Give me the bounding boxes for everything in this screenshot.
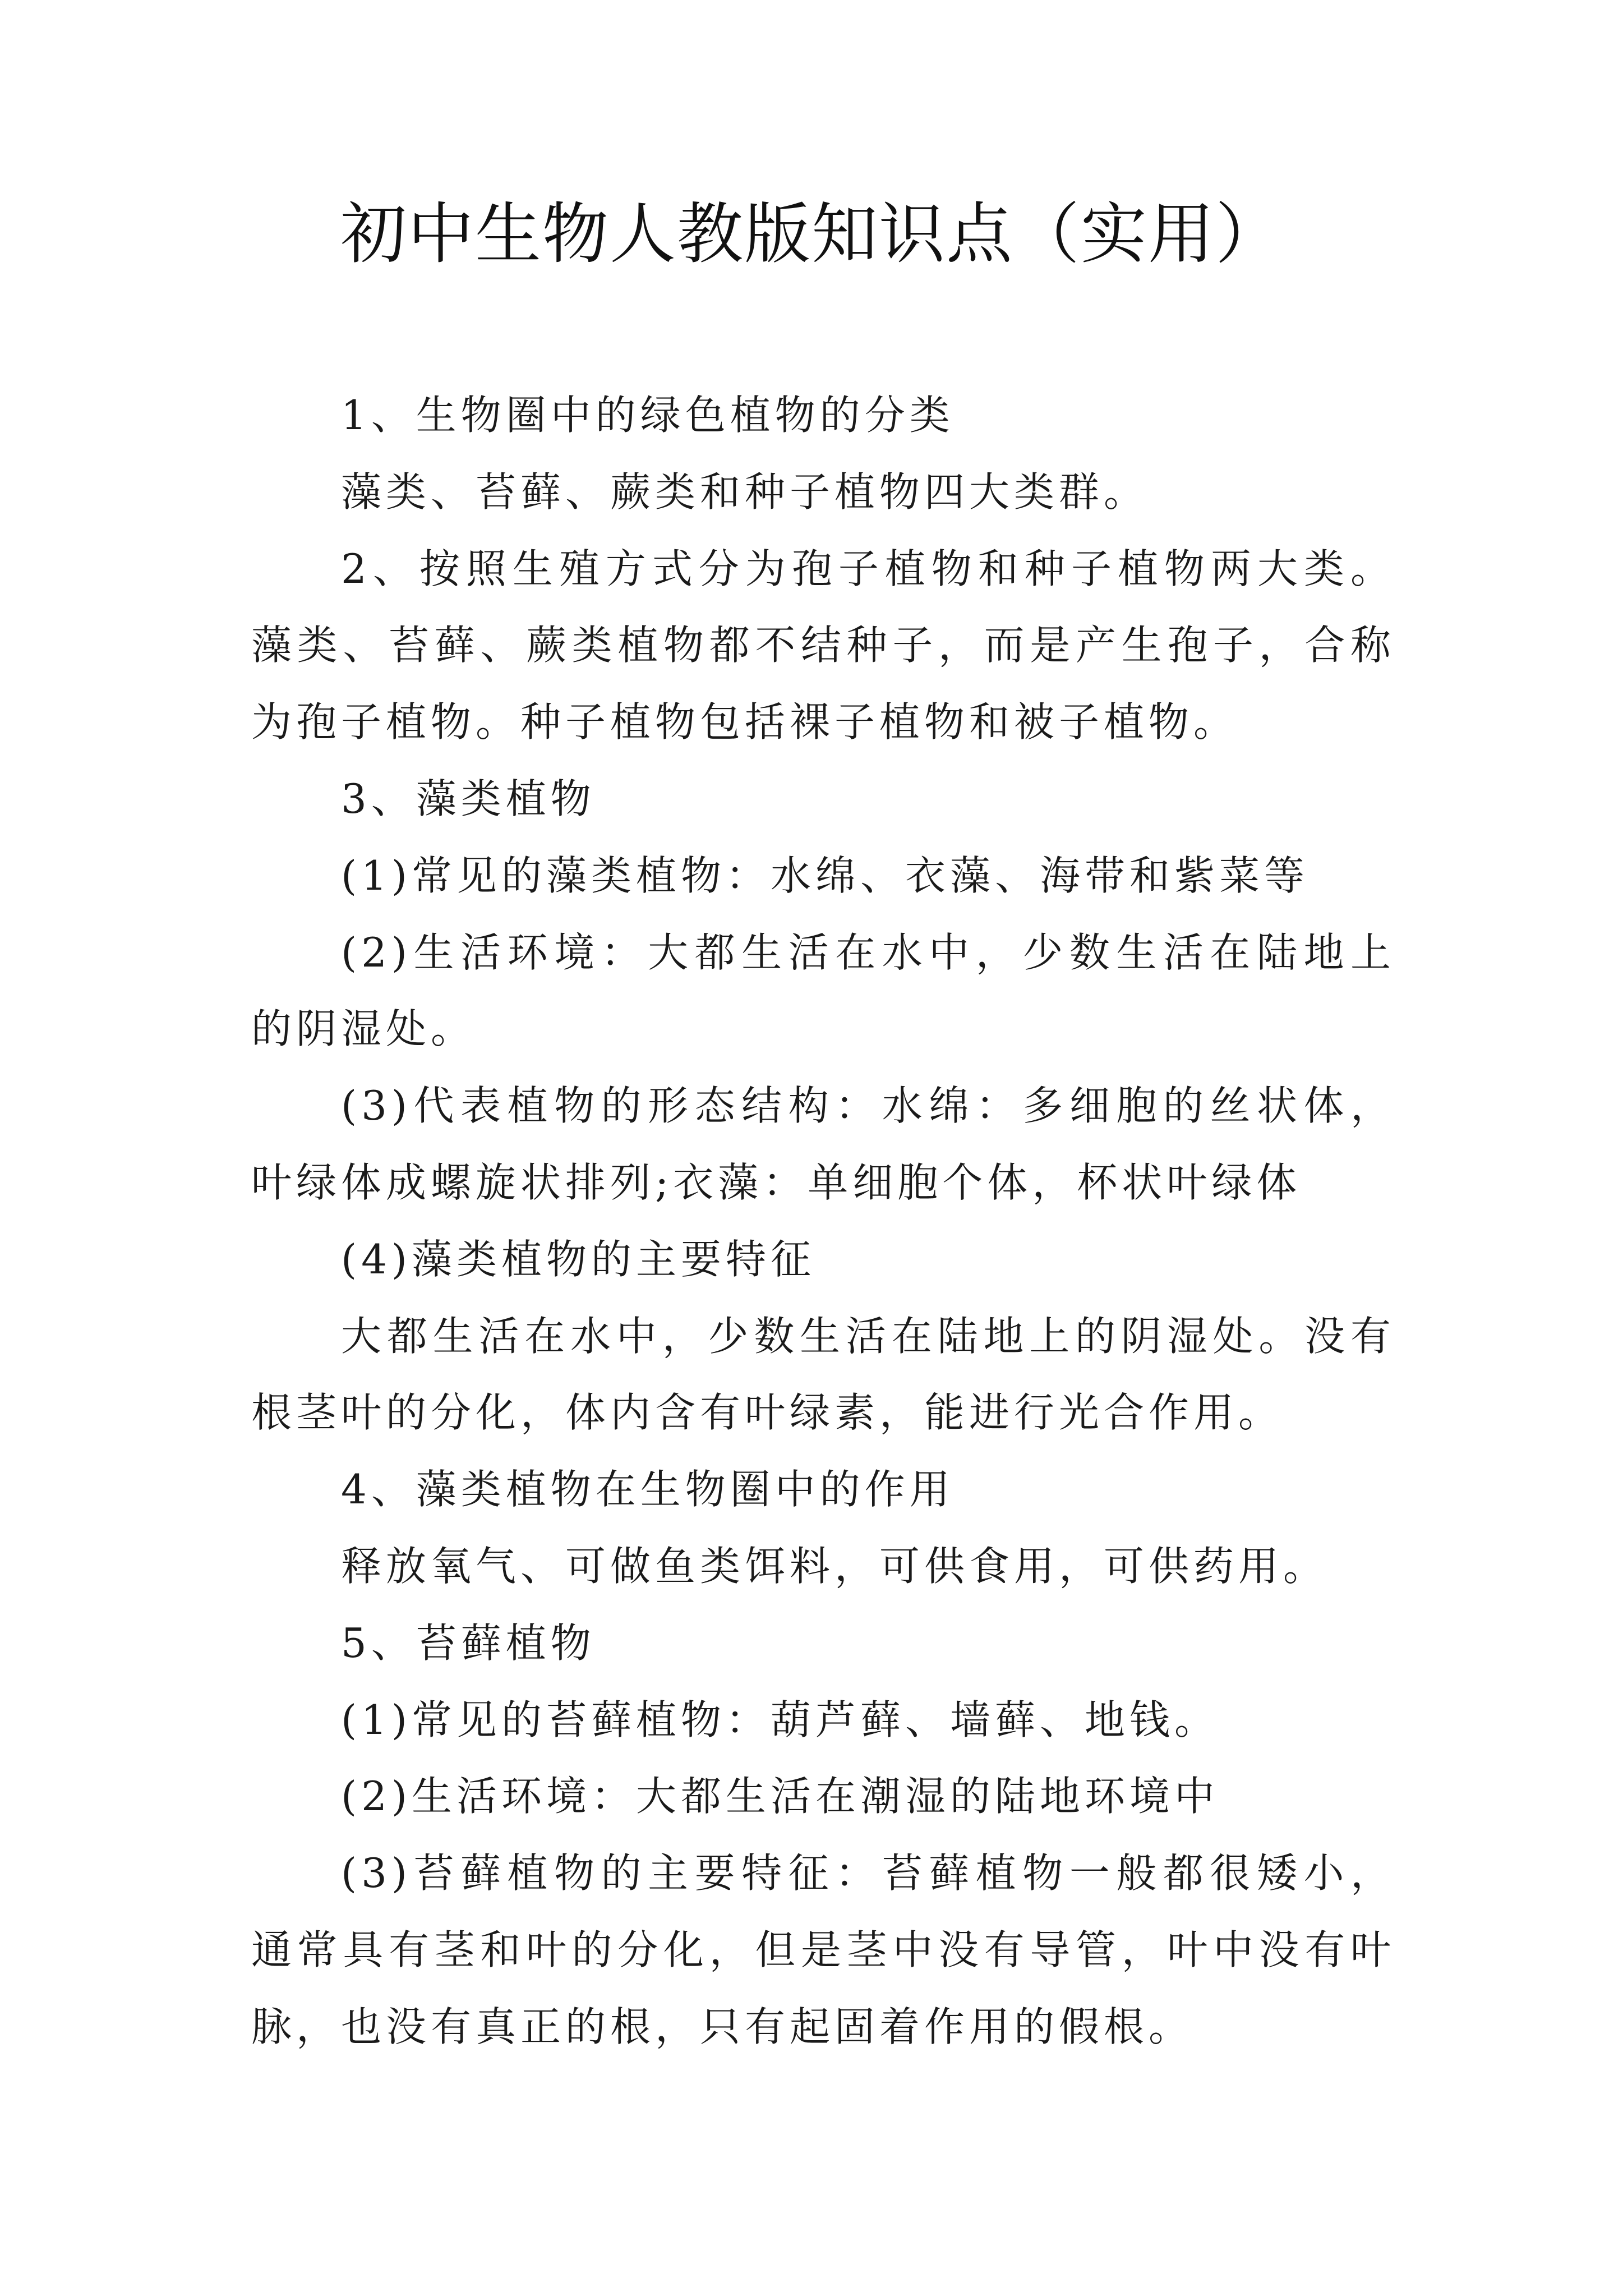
paragraph: (1)常见的藻类植物：水绵、衣藻、海带和紫菜等: [341, 852, 1309, 899]
paragraph: 大都生活在水中，少数生活在陆地上的阴湿处。没有根茎叶的分化，体内含有叶绿素，能进行光合作用。: [251, 1312, 1395, 1437]
page-title: 初中生物人教版知识点（实用）: [340, 195, 1283, 273]
paragraph: (1)常见的苔藓植物：葫芦藓、墙藓、地钱。: [341, 1696, 1219, 1743]
paragraph: (2)生活环境：大都生活在潮湿的陆地环境中: [341, 1773, 1219, 1820]
paragraph-heading-4: 4、藻类植物在生物圈中的作用: [341, 1466, 955, 1513]
paragraph: 藻类、苔藓、蕨类和种子植物四大类群。: [341, 468, 1149, 516]
document-body: [251, 377, 1395, 2065]
paragraph: (2)生活环境：大都生活在水中，少数生活在陆地上的阴湿处。: [251, 928, 1395, 1053]
paragraph: (4)藻类植物的主要特征: [341, 1235, 815, 1283]
paragraph-heading-3: 3、藻类植物: [341, 775, 596, 822]
paragraph: 2、按照生殖方式分为孢子植物和种子植物两大类。藻类、苔藓、蕨类植物都不结种子，而是产生孢子，合称为孢子植物。种子植物包括裸子植物和被子植物。: [251, 545, 1395, 746]
paragraph: (3)代表植物的形态结构：水绵：多细胞的丝状体，叶绿体成螺旋状排列;衣藻：单细胞个体，杯状叶绿体: [251, 1082, 1395, 1206]
paragraph: (3)苔藓植物的主要特征：苔藓植物一般都很矮小，通常具有茎和叶的分化，但是茎中没有导管，叶中没有叶脉，也没有真正的根，只有起固着作用的假根。: [251, 1849, 1395, 2050]
paragraph-heading-1: 1、生物圈中的绿色植物的分类: [341, 392, 955, 439]
paragraph-heading-5: 5、苔藓植物: [341, 1619, 596, 1667]
paragraph: 释放氧气、可做鱼类饵料，可供食用，可供药用。: [341, 1542, 1329, 1590]
